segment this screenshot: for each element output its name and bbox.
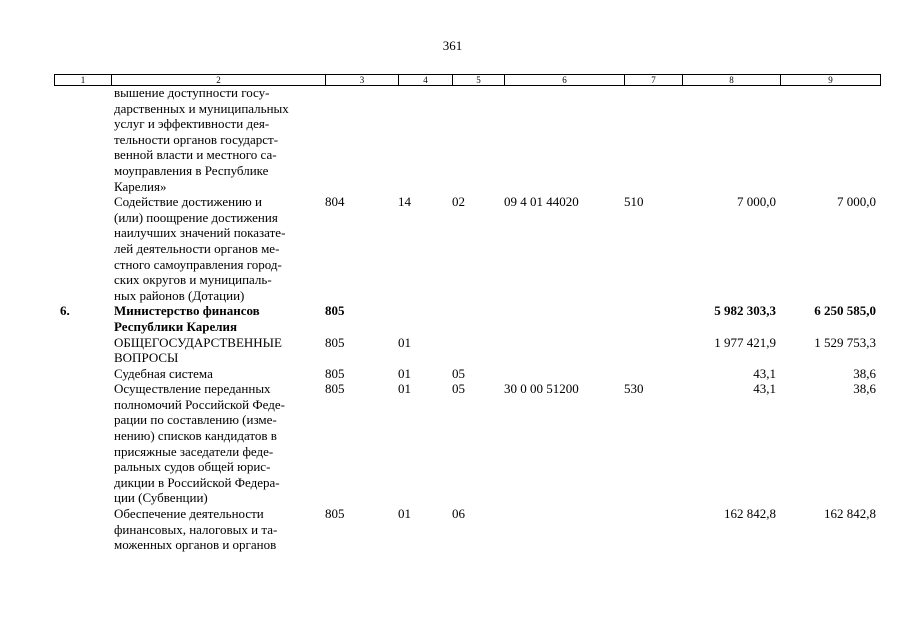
row-ved-code [325, 85, 398, 194]
row-section-code [398, 85, 452, 194]
row-subsection-code: 05 [452, 381, 465, 397]
budget-table [54, 85, 880, 553]
column-number-3: 3 [326, 75, 399, 86]
header-row [55, 75, 881, 86]
row-ved-code: 805 [325, 303, 345, 319]
row-target-article [504, 303, 624, 334]
table-row [54, 366, 880, 382]
row-sum-year-1: 162 842,8 [724, 506, 776, 522]
row-section-code [398, 303, 452, 334]
row-number [54, 194, 111, 303]
row-sum-year-1: 7 000,0 [737, 194, 776, 210]
row-expense-type [624, 303, 682, 334]
row-name: вышение доступности госу- дарственных и муниципальных услуг и эффективности дея- тельности органов государст- венной власти и местного са- моуправления в Республике Карелия» [114, 85, 289, 194]
table-row [54, 194, 880, 303]
table-row [54, 335, 880, 366]
row-number [54, 366, 111, 382]
row-section-code: 01 [398, 334, 411, 350]
row-section-code: 01 [398, 506, 411, 522]
row-target-article: 30 0 00 51200 [504, 381, 579, 397]
table-row [54, 85, 880, 194]
row-name: Судебная система [114, 365, 213, 381]
row-number [54, 506, 111, 553]
column-number-9: 9 [781, 75, 881, 86]
row-expense-type [624, 506, 682, 553]
row-sum-year-2: 162 842,8 [824, 506, 876, 522]
row-section-code: 14 [398, 194, 411, 210]
row-sum-year-2: 38,6 [853, 381, 876, 397]
column-number-8: 8 [683, 75, 781, 86]
row-expense-type: 530 [624, 381, 644, 397]
column-number-2: 2 [112, 75, 326, 86]
page-number: 361 [442, 38, 463, 53]
row-ved-code: 805 [325, 381, 345, 397]
row-subsection-code [452, 303, 504, 334]
column-number-5: 5 [453, 75, 505, 86]
row-sum-year-1: 5 982 303,3 [714, 303, 776, 319]
row-expense-type [624, 335, 682, 366]
row-number [54, 85, 111, 194]
row-name: Обеспечение деятельности финансовых, налоговых и та- моженных органов и органов [114, 506, 278, 553]
table-row [54, 303, 880, 334]
row-subsection-code: 02 [452, 194, 465, 210]
row-sum-year-1 [682, 85, 780, 194]
row-name: Министерство финансов Республики Карелия [114, 303, 260, 334]
row-subsection-code: 05 [452, 365, 465, 381]
row-sum-year-2: 38,6 [853, 365, 876, 381]
row-target-article [504, 335, 624, 366]
table-row [54, 381, 880, 506]
row-section-code: 01 [398, 381, 411, 397]
row-ved-code: 804 [325, 194, 345, 210]
row-name: Содействие достижению и (или) поощрение достижения наилучших значений показате- лей деятельности органов ме- стного самоуправления город- ских округов и муниципаль- ных районов (Дотации) [114, 194, 286, 303]
row-section-code: 01 [398, 365, 411, 381]
row-ved-code: 805 [325, 506, 345, 522]
table-row [54, 506, 880, 553]
row-target-article [504, 506, 624, 553]
row-sum-year-2: 6 250 585,0 [814, 303, 876, 319]
column-number-4: 4 [399, 75, 453, 86]
row-expense-type [624, 366, 682, 382]
row-subsection-code: 06 [452, 506, 465, 522]
row-number: 6. [60, 303, 70, 319]
row-number [54, 335, 111, 366]
table-body [54, 85, 880, 553]
row-ved-code: 805 [325, 334, 345, 350]
column-number-1: 1 [55, 75, 112, 86]
row-sum-year-1: 43,1 [753, 381, 776, 397]
row-target-article [504, 85, 624, 194]
row-ved-code: 805 [325, 365, 345, 381]
row-expense-type: 510 [624, 194, 644, 210]
row-subsection-code [452, 85, 504, 194]
row-subsection-code [452, 335, 504, 366]
row-name: Осуществление переданных полномочий Российской Феде- рации по составлению (изме- нению) списков кандидатов в присяжные заседатели феде- ральных судов общей юрис- дикции в Российской Федера- ции (Субвенции) [114, 381, 285, 506]
row-name: ОБЩЕГОСУДАРСТВЕННЫЕ ВОПРОСЫ [114, 334, 282, 366]
row-sum-year-2: 7 000,0 [837, 194, 876, 210]
column-number-7: 7 [625, 75, 683, 86]
row-sum-year-2: 1 529 753,3 [814, 334, 876, 350]
row-sum-year-1: 43,1 [753, 365, 776, 381]
row-target-article: 09 4 01 44020 [504, 194, 579, 210]
column-number-6: 6 [505, 75, 625, 86]
row-expense-type [624, 85, 682, 194]
row-sum-year-2 [780, 85, 880, 194]
row-number [54, 381, 111, 506]
row-sum-year-1: 1 977 421,9 [714, 334, 776, 350]
row-target-article [504, 366, 624, 382]
